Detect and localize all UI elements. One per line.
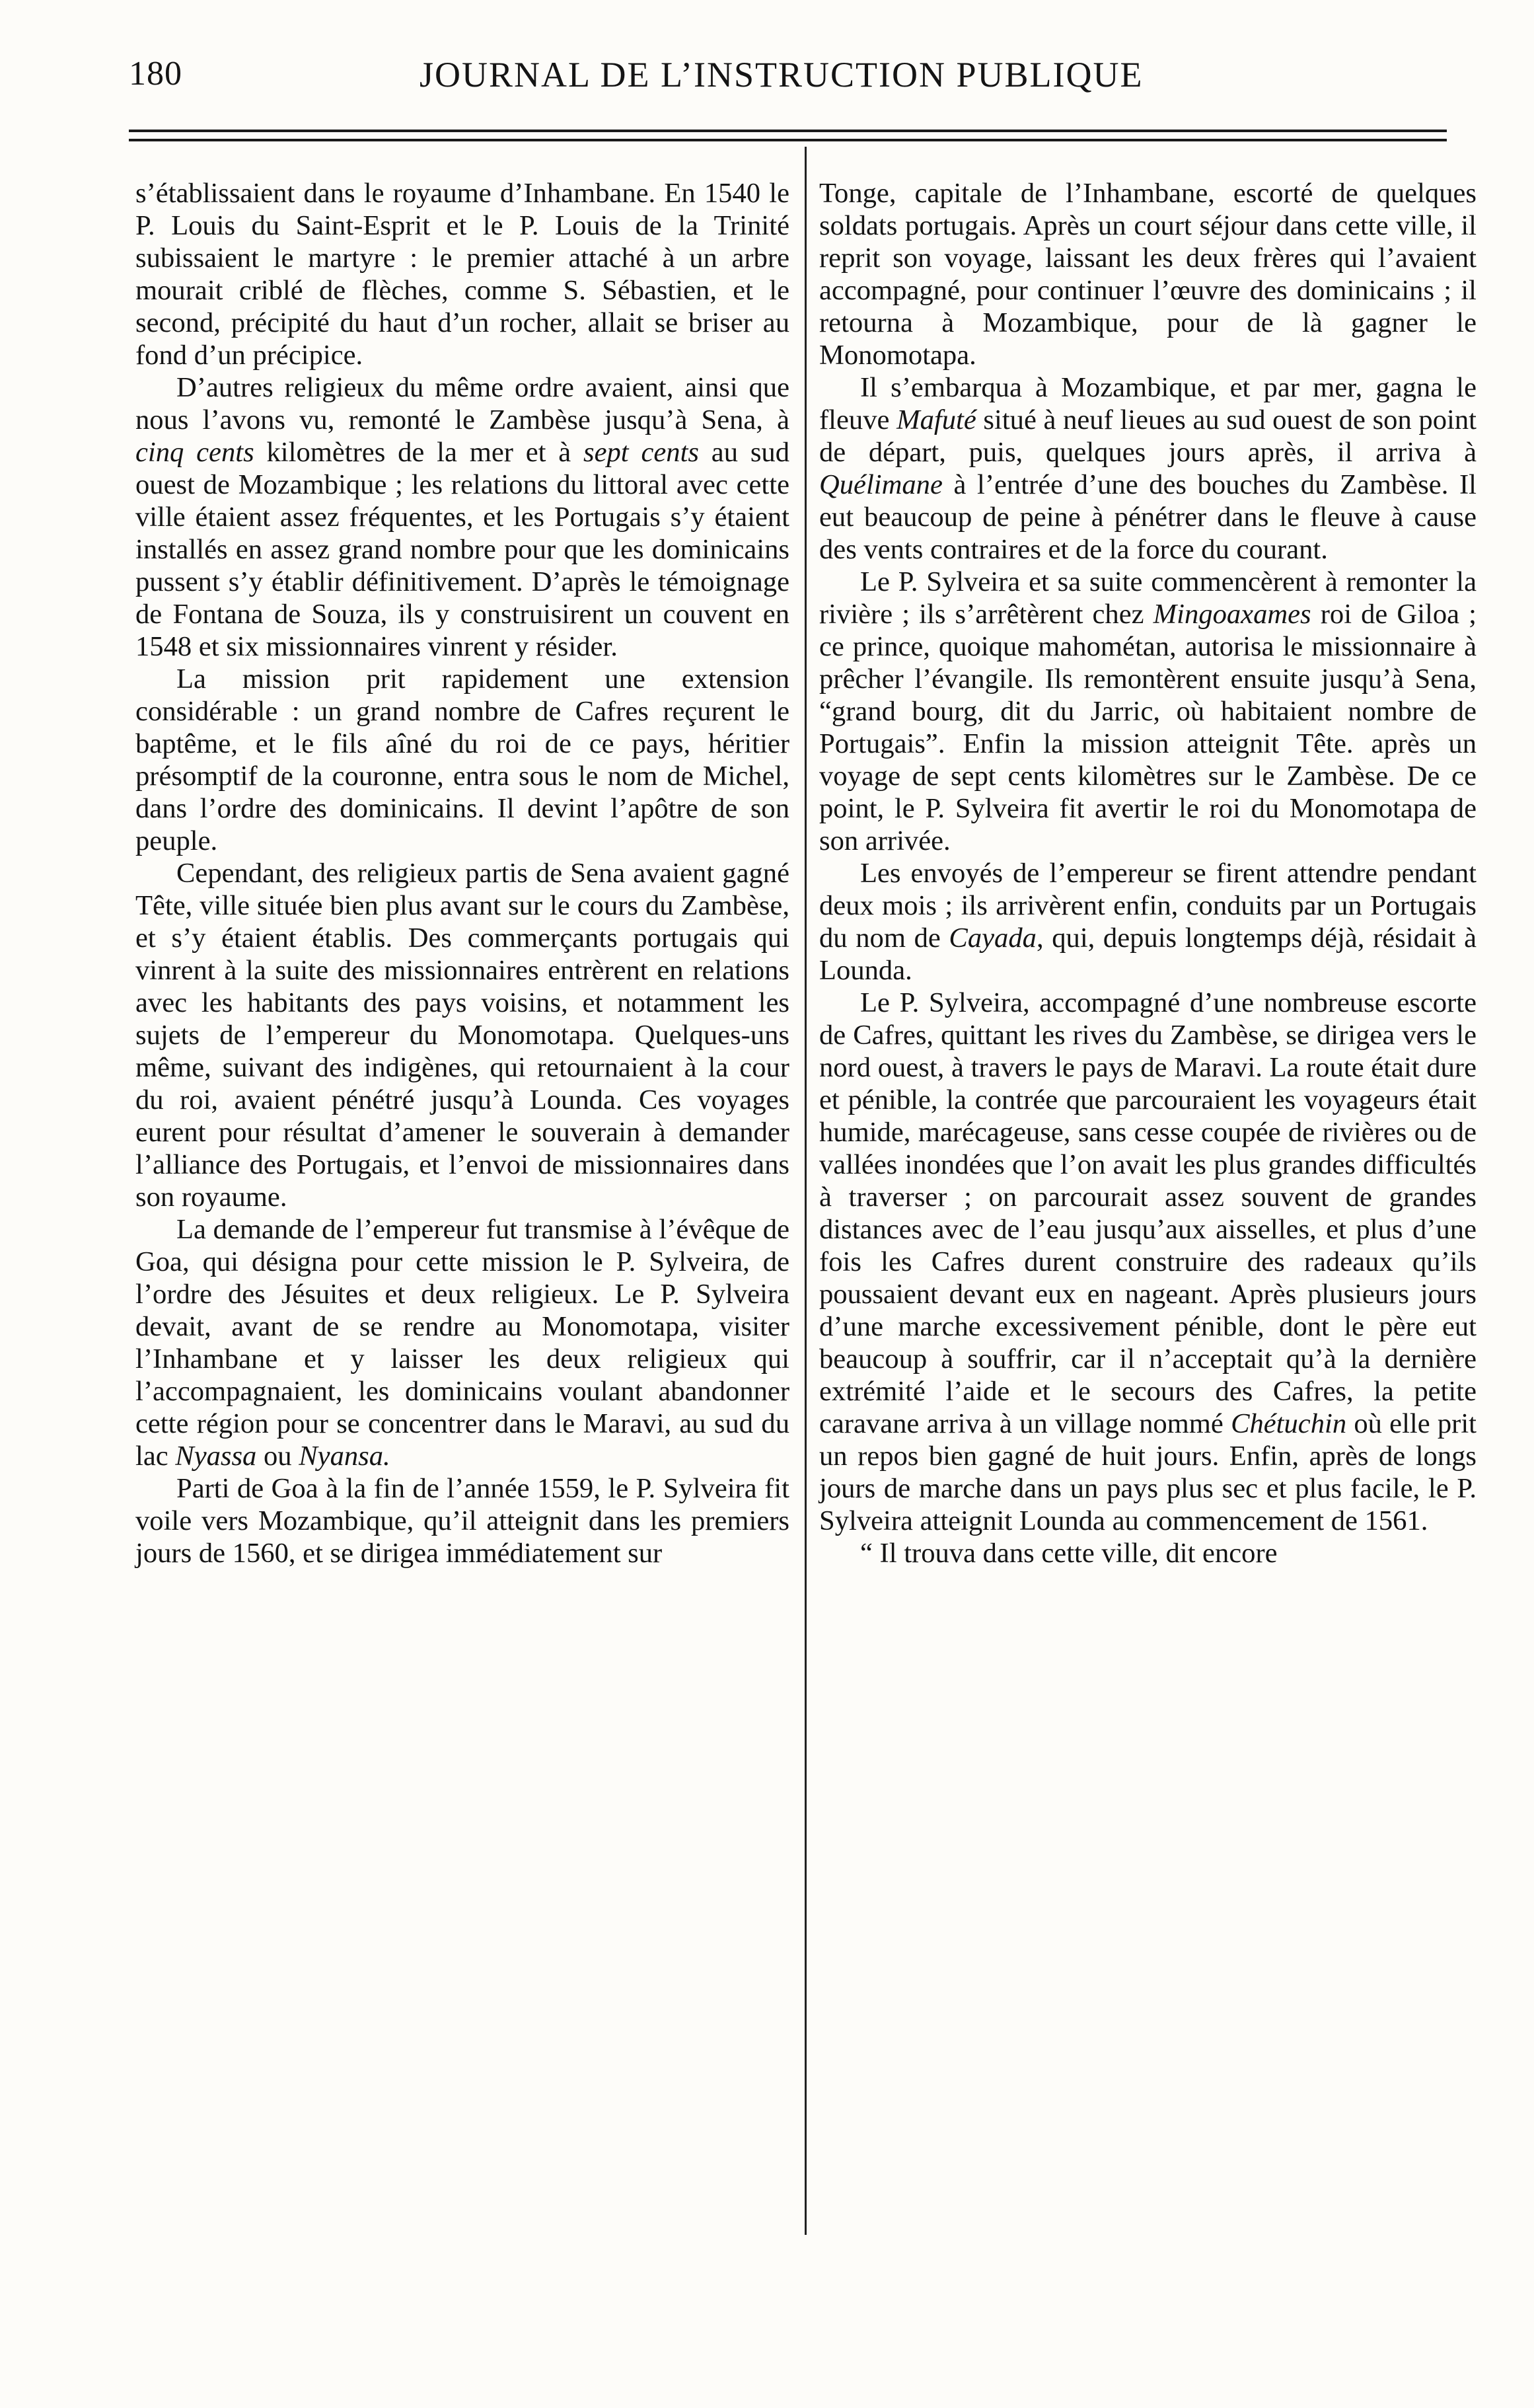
text-run: La mission prit rapidement une extension considérable : un grand nombre de Cafres reçurent le baptême, et le fils aîné du roi de ce pays, héritier présomptif de la couronne, entra sous le nom de Michel, dans l’ordre des dominicains. Il devint l’apôtre de son peuple. <box>135 663 789 856</box>
text-run: Les envoyés de l’empereur se firent attendre pendant deux mois ; ils arrivèrent enfin, conduits par un Portugais du nom de <box>819 858 1477 954</box>
text-run: ou <box>256 1441 299 1472</box>
left-paragraph <box>135 663 789 857</box>
left-column <box>135 177 789 1569</box>
text-run: Tonge, capitale de l’Inhambane, escorté de quelques soldats portugais. Après un court séjour dans cette ville, il reprit son voyage, laissant les deux frères qui l’avaient accompagné, pour continuer l’œuvre des dominicains ; il retourna à Mozambique, pour de là gagner le Monomotapa. <box>819 178 1477 371</box>
right-paragraph <box>819 857 1477 987</box>
italic-term: Mingoaxames <box>1153 599 1311 630</box>
text-run: D’autres religieux du même ordre avaient, ainsi que nous l’avons vu, remonté le Zambèse jusqu’à Sena, à <box>135 372 789 435</box>
header-rule-top <box>129 130 1447 132</box>
italic-term: Mafuté <box>896 404 976 435</box>
text-run: s’établissaient dans le royaume d’Inhambane. En 1540 le P. Louis du Saint-Esprit et le P. Louis de la Trinité subissaient le martyre : le premier attaché à un arbre mourait criblé de flèches, comme S. Sébastien, et le second, précipité du haut d’un rocher, allait se briser au fond d’un précipice. <box>135 178 789 371</box>
italic-term: sept cents <box>583 437 699 468</box>
column-divider <box>805 147 807 2235</box>
italic-term: Nyassa <box>175 1441 257 1472</box>
running-title: JOURNAL DE L’INSTRUCTION PUBLIQUE <box>420 55 1144 94</box>
page-header <box>129 54 1443 107</box>
right-paragraph <box>819 371 1477 566</box>
left-paragraph <box>135 371 789 663</box>
text-run: “ Il trouva dans cette ville, dit encore <box>860 1538 1278 1569</box>
right-paragraph <box>819 566 1477 857</box>
left-paragraph <box>135 857 789 1213</box>
italic-term: Cayada <box>949 922 1037 954</box>
text-run: où elle prit un repos bien gagné de huit jours. Enfin, après de longs jours de marche dans un pays plus sec et plus facile, le P. Sylveira atteignit Lounda au commencement de 1561. <box>819 1408 1477 1536</box>
right-paragraph <box>819 177 1477 371</box>
left-paragraph <box>135 177 789 371</box>
text-run: Parti de Goa à la fin de l’année 1559, le P. Sylveira fit voile vers Mozambique, qu’il atteignit dans les premiers jours de 1560, et se dirigea immédiatement sur <box>135 1473 789 1569</box>
text-run: , qui, depuis longtemps déjà, résidait à Lounda. <box>819 922 1477 986</box>
right-paragraph <box>819 987 1477 1537</box>
text-run: roi de Giloa ; ce prince, quoique mahométan, autorisa le missionnaire à prêcher l’évangile. Ils remontèrent ensuite jusqu’à Sena, “grand bourg, dit du Jarric, où habitaient nombre de Portugais”. Enfin la mission atteignit Tête. après un voyage de sept cents kilomètres sur le Zambèse. De ce point, le P. Sylveira fit avertir le roi du Monomotapa de son arrivée. <box>819 599 1477 856</box>
text-run: au sud ouest de Mozambique ; les relations du littoral avec cette ville étaient assez fréquentes, et les Portugais s’y étaient installés en assez grand nombre pour que les dominicains pussent s’y établir définitivement. D’après le témoignage de Fontana de Souza, ils y construisirent un couvent en 1548 et six missionnaires vinrent y résider. <box>135 437 789 662</box>
text-run: Cependant, des religieux partis de Sena avaient gagné Tête, ville située bien plus avant sur le cours du Zambèse, et s’y étaient établis. Des commerçants portugais qui vinrent à la suite des missionnaires entrèrent en relations avec les habitants des pays voisins, et notamment les sujets de l’empereur du Monomotapa. Quelques-uns même, suivant des indigènes, qui retournaient à la cour du roi, avaient pénétré jusqu’à Lounda. Ces voyages eurent pour résultat d’amener le souverain à demander l’alliance des Portugais, et l’envoi de missionnaires dans son royaume. <box>135 858 789 1213</box>
text-run: situé à neuf lieues au sud ouest de son point de départ, puis, quelques jours après, il arriva à <box>819 404 1477 468</box>
text-run: Le P. Sylveira, accompagné d’une nombreuse escorte de Cafres, quittant les rives du Zambèse, se dirigea vers le nord ouest, à travers le pays de Maravi. La route était dure et pénible, la contrée que parcouraient les voyageurs était humide, marécageuse, sans cesse coupée de rivières ou de vallées inondées que l’on avait les plus grandes difficultés à traverser ; on parcourait assez souvent de grandes distances avec de l’eau jusqu’aux aisselles, et plus d’une fois les Cafres durent construire des radeaux qu’ils poussaient devant eux en nageant. Après plusieurs jours d’une marche excessivement pénible, dont le père eut beaucoup à souffrir, car il n’acceptait qu’à la dernière extrémité l’aide et le secours des Cafres, la petite caravane arriva à un village nommé <box>819 987 1477 1439</box>
right-column <box>819 177 1477 1569</box>
italic-term: cinq cents <box>135 437 254 468</box>
text-run: La demande de l’empereur fut transmise à l’évêque de Goa, qui désigna pour cette mission le P. Sylveira, de l’ordre des Jésuites et deux religieux. Le P. Sylveira devait, avant de se rendre au Monomotapa, visiter l’Inhambane et y laisser les deux religieux qui l’accompagnaient, les dominicains voulant abandonner cette région pour se concentrer dans le Maravi, au sud du lac <box>135 1214 789 1472</box>
text-run: Le P. Sylveira et sa suite commencèrent à remonter la rivière ; ils s’arrêtèrent chez <box>819 566 1477 630</box>
text-run: à l’entrée d’une des bouches du Zambèse. Il eut beaucoup de peine à pénétrer dans le fleuve à cause des vents contraires et de la force du courant. <box>819 469 1477 565</box>
italic-term: Chétuchin <box>1231 1408 1347 1439</box>
italic-term: Quélimane <box>819 469 943 500</box>
header-rule-bottom <box>129 139 1447 141</box>
left-paragraph <box>135 1472 789 1569</box>
italic-term: Nyansa. <box>299 1441 390 1472</box>
right-paragraph <box>819 1537 1477 1569</box>
page-number: 180 <box>129 55 182 93</box>
text-run: Il s’embarqua à Mozambique, et par mer, gagna le fleuve <box>819 372 1477 435</box>
left-paragraph <box>135 1213 789 1472</box>
text-run: kilomètres de la mer et à <box>254 437 584 468</box>
